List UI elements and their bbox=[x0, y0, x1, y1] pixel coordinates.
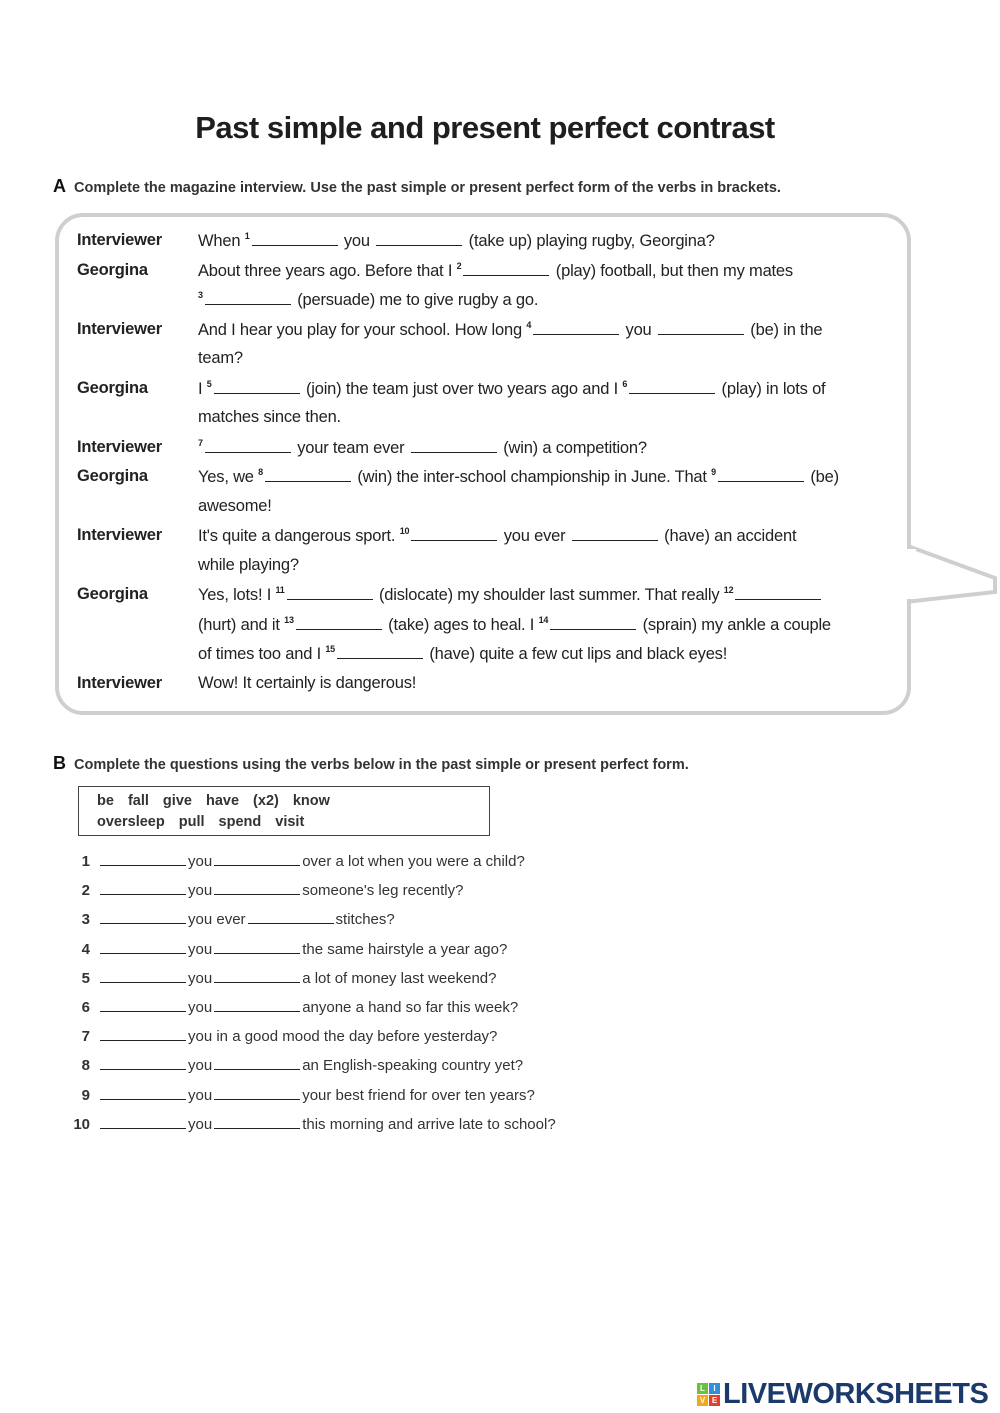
verb-word-box bbox=[78, 786, 490, 836]
text-segment: you bbox=[188, 1057, 213, 1075]
word-box-line: be fall give have (x2) know bbox=[97, 793, 330, 809]
text-segment: you bbox=[188, 882, 213, 900]
question-number: 2 bbox=[81, 882, 90, 900]
dialogue-text bbox=[198, 320, 822, 340]
dialogue-text bbox=[198, 379, 825, 399]
blank-number: 11 bbox=[275, 585, 285, 595]
speaker-name: Georgina bbox=[77, 260, 148, 279]
blank-number: 4 bbox=[526, 319, 532, 330]
answer-blank[interactable] bbox=[214, 853, 300, 866]
answer-blank[interactable] bbox=[533, 320, 619, 335]
text-segment: a lot of money last weekend? bbox=[302, 969, 497, 987]
question-item bbox=[60, 1057, 523, 1074]
answer-blank[interactable] bbox=[629, 379, 715, 394]
answer-blank[interactable] bbox=[296, 615, 382, 630]
text-segment: you bbox=[621, 320, 656, 339]
blank-number: 5 bbox=[206, 378, 212, 389]
answer-blank[interactable] bbox=[718, 467, 804, 482]
answer-blank[interactable] bbox=[463, 261, 549, 276]
answer-blank[interactable] bbox=[411, 438, 497, 453]
question-item bbox=[60, 1116, 556, 1133]
logo-badge-letter: L bbox=[697, 1383, 708, 1394]
answer-blank[interactable] bbox=[411, 526, 497, 541]
text-segment: When bbox=[198, 232, 245, 250]
text-segment: (sprain) my ankle a couple bbox=[638, 615, 831, 634]
dialogue-text bbox=[198, 526, 796, 546]
text-segment: you bbox=[188, 1086, 213, 1104]
speaker-name: Interviewer bbox=[77, 526, 162, 544]
text-segment: you bbox=[339, 232, 375, 250]
speaker-name: Interviewer bbox=[77, 673, 162, 692]
speaker-name: Interviewer bbox=[77, 231, 162, 249]
text-segment: this morning and arrive late to school? bbox=[302, 1115, 556, 1133]
answer-blank[interactable] bbox=[337, 644, 423, 659]
text-segment: someone's leg recently? bbox=[302, 882, 464, 900]
dialogue-text bbox=[198, 644, 727, 664]
text-segment: (be) bbox=[805, 468, 839, 486]
question-number: 10 bbox=[73, 1115, 90, 1133]
answer-blank[interactable] bbox=[100, 941, 186, 954]
question-number: 4 bbox=[81, 940, 90, 958]
dialogue-text bbox=[198, 467, 839, 487]
answer-blank[interactable] bbox=[100, 882, 186, 895]
answer-blank[interactable] bbox=[100, 999, 186, 1012]
text-segment: (join) the team just over two years ago and I bbox=[301, 379, 623, 398]
answer-blank[interactable] bbox=[214, 1087, 300, 1100]
text-segment: (have) an accident bbox=[659, 527, 797, 545]
dialogue-text bbox=[198, 408, 341, 427]
text-segment: you bbox=[188, 853, 213, 870]
text-segment: (dislocate) my shoulder last summer. That really bbox=[374, 586, 724, 604]
question-item bbox=[60, 911, 395, 928]
question-number: 1 bbox=[81, 853, 90, 870]
dialogue-text bbox=[198, 615, 831, 635]
word-box-line: oversleep pull spend visit bbox=[97, 814, 305, 830]
answer-blank[interactable] bbox=[100, 1116, 186, 1129]
blank-number: 10 bbox=[399, 526, 410, 536]
dialogue-text bbox=[198, 674, 416, 693]
answer-blank[interactable] bbox=[265, 467, 351, 482]
section-a-letter: A bbox=[53, 176, 66, 196]
text-segment: you bbox=[188, 1115, 213, 1133]
answer-blank[interactable] bbox=[100, 1028, 186, 1041]
answer-blank[interactable] bbox=[205, 290, 291, 305]
blank-number: 8 bbox=[258, 467, 263, 477]
answer-blank[interactable] bbox=[100, 853, 186, 866]
liveworksheets-logo bbox=[697, 1378, 988, 1411]
question-number: 8 bbox=[81, 1057, 90, 1075]
dialogue-text bbox=[198, 231, 715, 251]
blank-number: 12 bbox=[723, 585, 734, 595]
dialogue-text bbox=[198, 438, 647, 458]
logo-badge-letter: E bbox=[709, 1395, 720, 1406]
question-number: 6 bbox=[81, 999, 90, 1016]
text-segment: an English-speaking country yet? bbox=[302, 1057, 524, 1075]
text-segment: matches since then. bbox=[198, 408, 341, 426]
answer-blank[interactable] bbox=[100, 1087, 186, 1100]
text-segment: over a lot when you were a child? bbox=[302, 853, 525, 870]
text-segment: anyone a hand so far this week? bbox=[302, 999, 519, 1016]
answer-blank[interactable] bbox=[214, 970, 300, 983]
answer-blank[interactable] bbox=[214, 1116, 300, 1129]
question-item bbox=[60, 1028, 497, 1045]
answer-blank[interactable] bbox=[735, 585, 821, 600]
question-number: 9 bbox=[81, 1086, 90, 1104]
dialogue-text bbox=[198, 556, 299, 575]
blank-number: 1 bbox=[244, 231, 250, 241]
speaker-name: Interviewer bbox=[77, 437, 162, 456]
text-segment: you bbox=[188, 969, 213, 987]
dialogue-text bbox=[198, 349, 243, 368]
logo-badge-letter: I bbox=[709, 1383, 720, 1394]
answer-blank[interactable] bbox=[214, 882, 300, 895]
text-segment: (play) football, but then my mates bbox=[551, 261, 793, 280]
dialogue-text bbox=[198, 497, 272, 516]
answer-blank[interactable] bbox=[572, 526, 658, 541]
question-item bbox=[60, 882, 463, 899]
logo-badge-icon bbox=[697, 1383, 720, 1406]
section-a-instruction: Complete the magazine interview. Use the past simple or present perfect form of the verbs in brackets. bbox=[74, 180, 781, 196]
text-segment: awesome! bbox=[198, 496, 272, 515]
text-segment: (win) a competition? bbox=[498, 438, 647, 457]
dialogue-text bbox=[198, 585, 823, 605]
answer-blank[interactable] bbox=[658, 320, 744, 335]
answer-blank[interactable] bbox=[100, 911, 186, 924]
text-segment: you ever bbox=[188, 911, 246, 929]
logo-badge-letter: V bbox=[697, 1395, 708, 1406]
text-segment: About three years ago. Before that I bbox=[198, 261, 457, 280]
blank-number: 7 bbox=[198, 437, 203, 448]
answer-blank[interactable] bbox=[100, 970, 186, 983]
text-segment: I bbox=[198, 379, 207, 398]
text-segment: (persuade) me to give rugby a go. bbox=[292, 291, 539, 309]
question-item bbox=[60, 999, 518, 1016]
answer-blank[interactable] bbox=[287, 585, 373, 600]
page-title: Past simple and present perfect contrast bbox=[195, 110, 775, 145]
section-b-letter: B bbox=[53, 753, 66, 773]
text-segment: (take up) playing rugby, Georgina? bbox=[464, 232, 715, 250]
section-b-heading bbox=[53, 753, 689, 774]
text-segment: (play) in lots of bbox=[717, 379, 826, 398]
text-segment: team? bbox=[198, 349, 243, 367]
answer-blank[interactable] bbox=[214, 999, 300, 1012]
question-number: 7 bbox=[81, 1028, 90, 1046]
speaker-name: Georgina bbox=[77, 467, 148, 485]
question-item bbox=[60, 853, 525, 870]
section-b-instruction: Complete the questions using the verbs below in the past simple or present perfect form. bbox=[74, 757, 689, 773]
text-segment: your team ever bbox=[292, 438, 409, 457]
blank-number: 6 bbox=[622, 378, 628, 389]
answer-blank[interactable] bbox=[205, 438, 291, 453]
question-item bbox=[60, 970, 496, 987]
logo-text: LIVEWORKSHEETS bbox=[723, 1378, 989, 1410]
answer-blank[interactable] bbox=[550, 615, 636, 630]
question-number: 5 bbox=[81, 969, 90, 987]
text-segment: Yes, we bbox=[198, 468, 259, 486]
blank-number: 15 bbox=[325, 644, 335, 654]
text-segment: (hurt) and it bbox=[198, 615, 285, 634]
blank-number: 3 bbox=[198, 290, 203, 300]
text-segment: you ever bbox=[499, 527, 570, 545]
speaker-name: Georgina bbox=[77, 378, 148, 397]
text-segment: you bbox=[188, 999, 213, 1016]
answer-blank[interactable] bbox=[376, 231, 462, 246]
text-segment: (be) in the bbox=[745, 320, 823, 339]
text-segment: you in a good mood the day before yesterday? bbox=[188, 1028, 498, 1046]
text-segment: while playing? bbox=[198, 555, 299, 574]
text-segment: It's quite a dangerous sport. bbox=[198, 527, 400, 545]
question-number: 3 bbox=[81, 911, 90, 929]
text-segment: Yes, lots! I bbox=[198, 586, 276, 604]
text-segment: stitches? bbox=[335, 911, 395, 929]
blank-number: 14 bbox=[538, 614, 549, 625]
text-segment: of times too and I bbox=[198, 645, 326, 663]
answer-blank[interactable] bbox=[214, 379, 300, 394]
answer-blank[interactable] bbox=[248, 911, 334, 924]
speaker-name: Georgina bbox=[77, 585, 148, 603]
question-item bbox=[60, 941, 507, 958]
blank-number: 13 bbox=[284, 614, 294, 625]
answer-blank[interactable] bbox=[214, 1057, 300, 1070]
question-item bbox=[60, 1087, 535, 1104]
text-segment: the same hairstyle a year ago? bbox=[302, 940, 508, 958]
text-segment: (win) the inter-school championship in June. That bbox=[352, 468, 712, 486]
text-segment: (take) ages to heal. I bbox=[383, 615, 539, 634]
dialogue-text bbox=[198, 261, 793, 281]
dialogue-text bbox=[198, 290, 538, 310]
text-segment: your best friend for over ten years? bbox=[302, 1086, 535, 1104]
answer-blank[interactable] bbox=[100, 1057, 186, 1070]
blank-number: 2 bbox=[456, 260, 462, 271]
answer-blank[interactable] bbox=[252, 231, 338, 246]
answer-blank[interactable] bbox=[214, 941, 300, 954]
blank-number: 9 bbox=[711, 467, 716, 477]
speaker-name: Interviewer bbox=[77, 319, 162, 338]
text-segment: And I hear you play for your school. How long bbox=[198, 320, 527, 339]
text-segment: (have) quite a few cut lips and black eyes! bbox=[424, 645, 728, 663]
text-segment: Wow! It certainly is dangerous! bbox=[198, 673, 417, 692]
text-segment: you bbox=[188, 940, 213, 958]
